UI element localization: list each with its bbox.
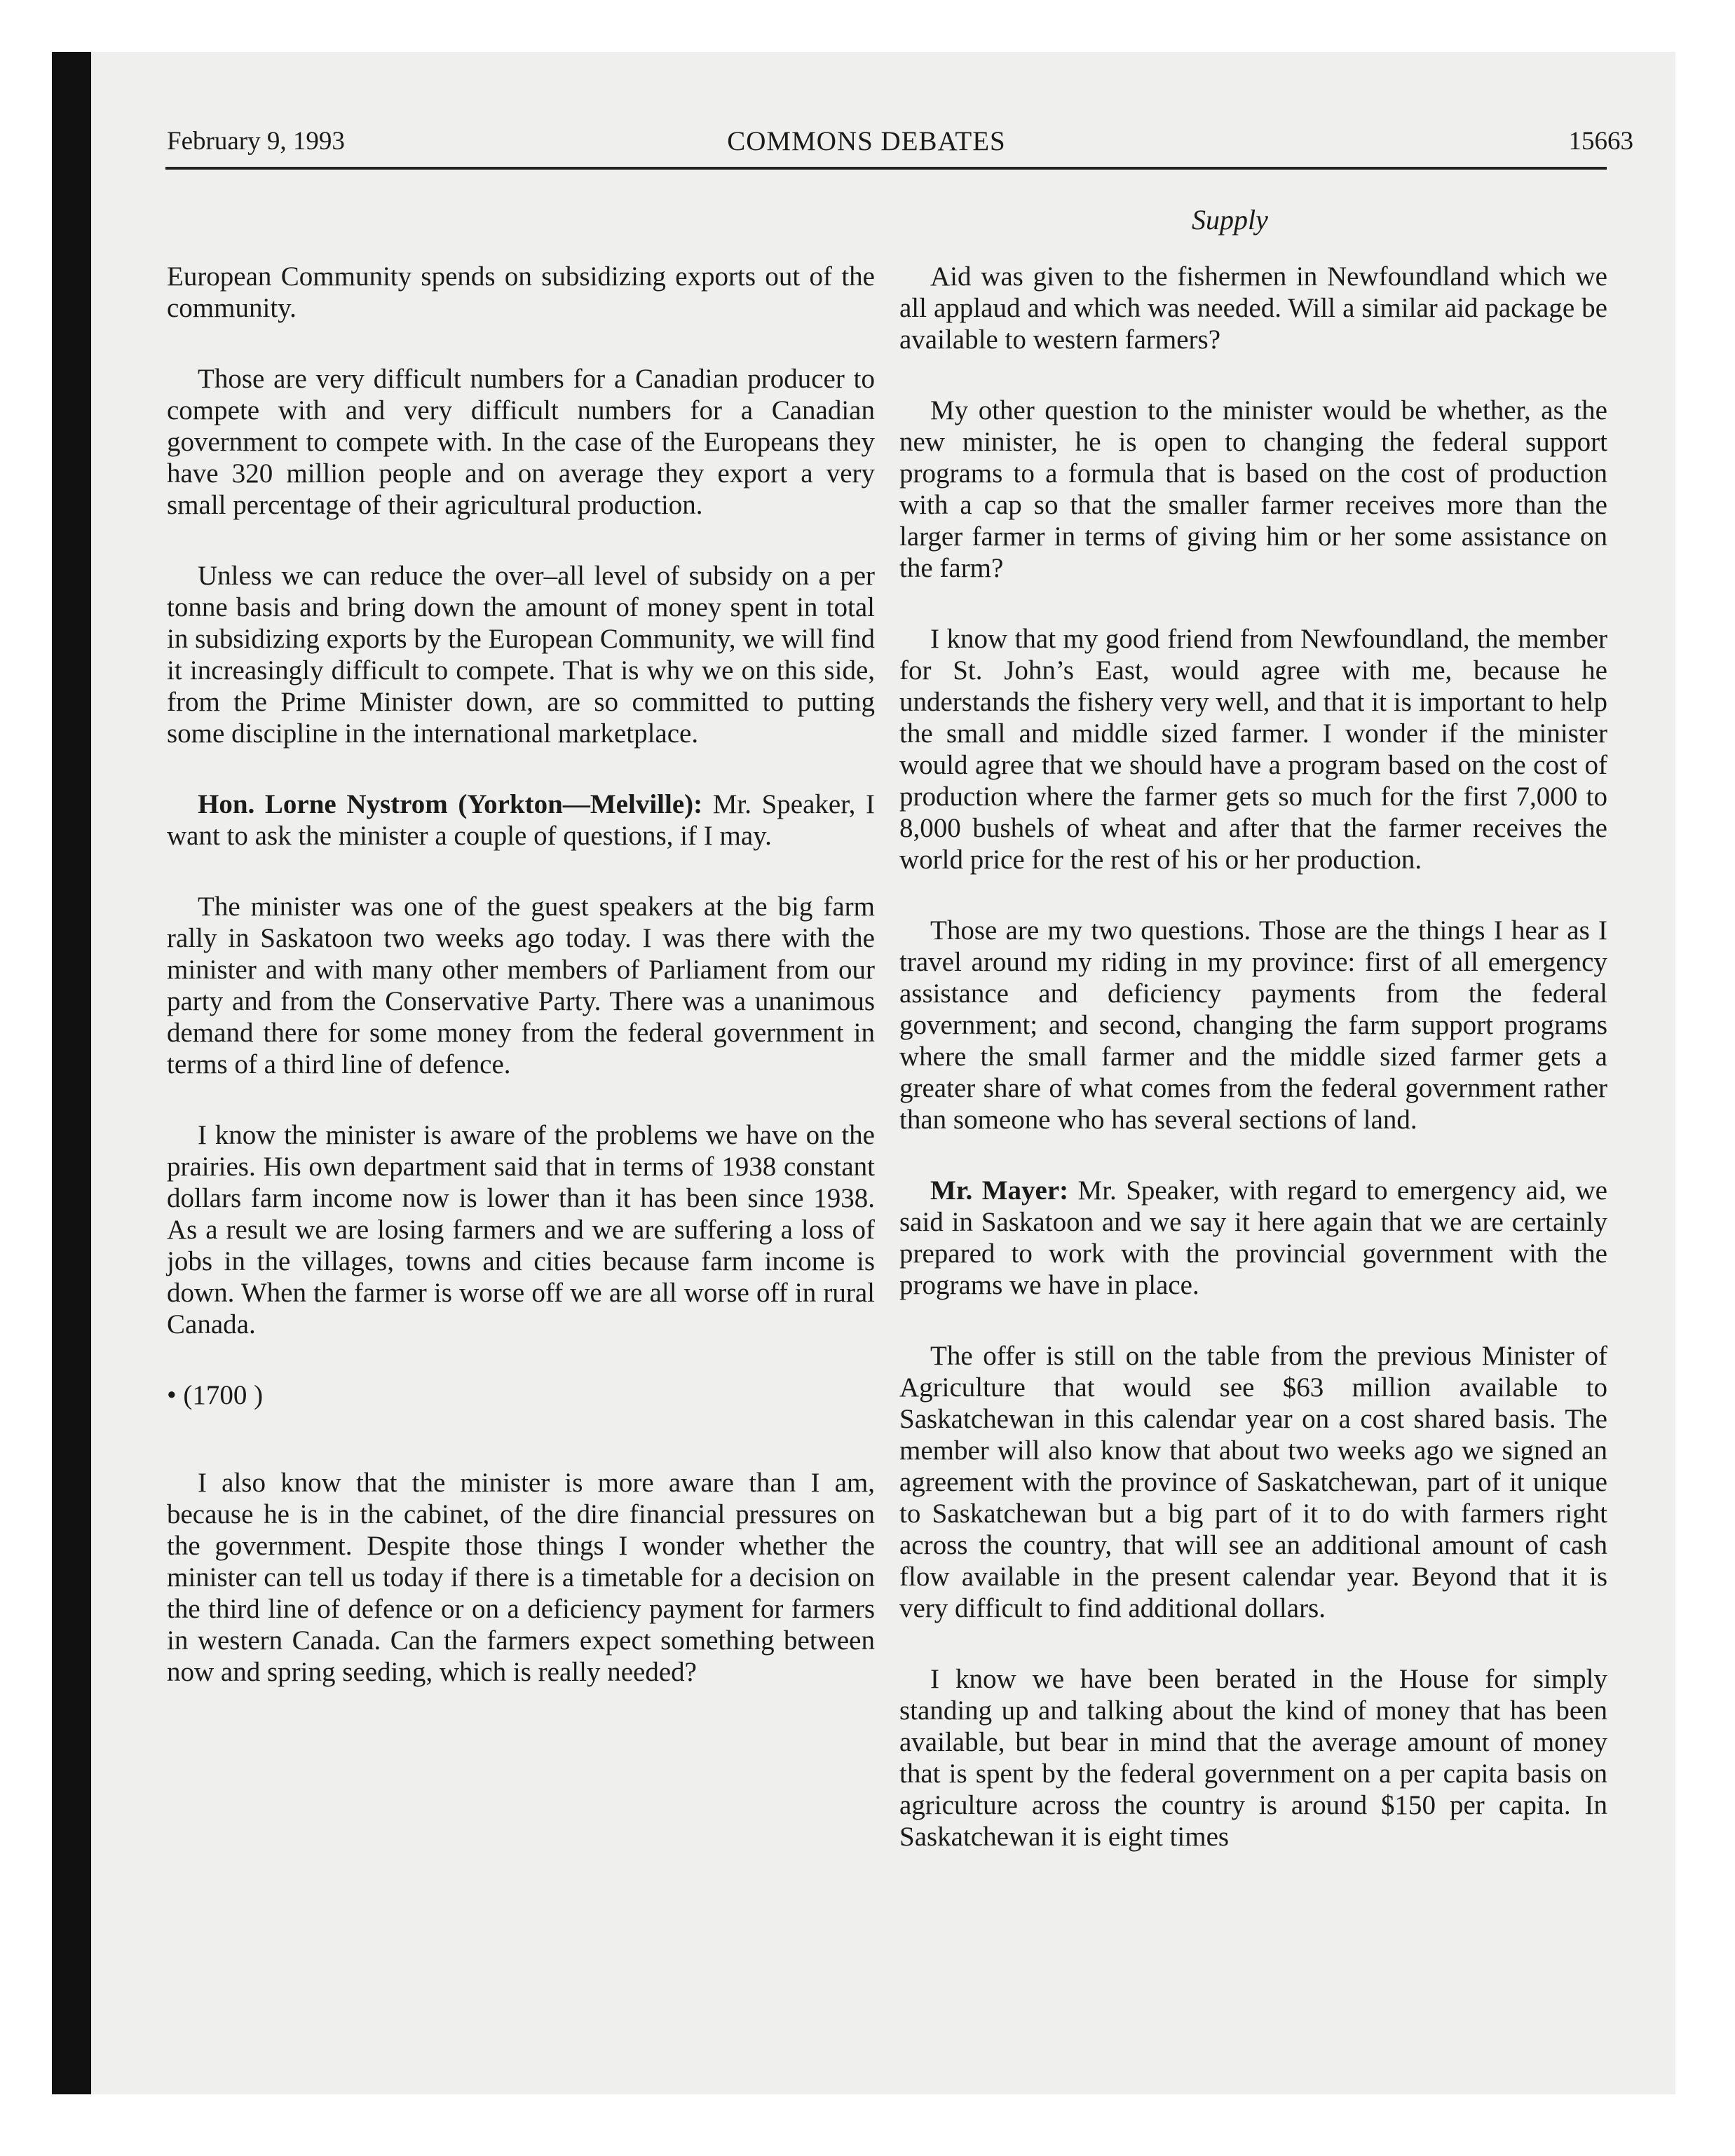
paragraph (167, 789, 875, 852)
speech-text: Mr. Speaker, with regard to emergency aid, we said in Saskatoon and we say it here again that we are certainly prepared to work with the provincial government with the programs we have in place. (899, 1175, 1607, 1300)
left-column (167, 261, 875, 1727)
header-page-number: 15663 (1568, 127, 1633, 156)
paragraph: European Community spends on subsidizing exports out of the community. (167, 261, 875, 323)
section-heading: Supply (1192, 204, 1268, 236)
paragraph: Aid was given to the fishermen in Newfoundland which we all applaud and which was needed. Will a similar aid package be available to western farmers? (899, 261, 1607, 355)
header-rule (165, 167, 1607, 170)
paragraph: I know the minister is aware of the problems we have on the prairies. His own department said that in terms of 1938 constant dollars farm income now is lower than it has been since 1938. As a result we are losing farmers and we are suffering a loss of jobs in the villages, towns and cities because farm income is down. When the farmer is worse off we are all worse off in rural Canada. (167, 1120, 875, 1339)
paragraph: Those are my two questions. Those are the things I hear as I travel around my riding in my province: first of all emergency assistance and deficiency payments from the federal government; and second, changing the farm support programs where the small farmer and the middle sized farmer gets a greater share of what comes from the federal government rather than someone who has several sections of land. (899, 915, 1607, 1135)
binding-edge (52, 52, 91, 2094)
paragraph: Those are very difficult numbers for a Canadian producer to compete with and very difficult numbers for a Canadian government to compete with. In the case of the Europeans they have 320 million people and on average they export a very small percentage of their agricultural production. (167, 364, 875, 520)
speech-text: Mr. Speaker, I want to ask the minister a couple of questions, if I may. (167, 789, 875, 851)
paragraph: The offer is still on the table from the previous Minister of Agriculture that would see $63 million available to Saskatchewan in this calendar year on a cost shared basis. The member will also know that about two weeks ago we signed an agreement with the province of Saskatchewan, part of it unique to Saskatchewan but a big part of it to do with farmers right across the country, that will see an additional amount of cash flow available in the present calendar year. Beyond that it is very difficult to find additional dollars. (899, 1341, 1607, 1623)
paragraph: I know that my good friend from Newfoundland, the member for St. John’s East, would agree with me, because he understands the fishery very well, and that it is important to help the small and middle sized farmer. I wonder if the minister would agree that we should have a program based on the cost of production where the farmer gets so much for the first 7,000 to 8,000 bushels of wheat and after that the farmer receives the world price for the rest of his or her production. (899, 624, 1607, 875)
speaker-name: Hon. Lorne Nystrom (Yorkton—Melville): (198, 789, 703, 819)
speaker-name: Mr. Mayer: (930, 1175, 1069, 1206)
paragraph: I know we have been berated in the House for simply standing up and talking about the kind of money that has been available, but bear in mind that the average amount of money that is spent by the federal government on a per capita basis on agriculture across the country is around $150 per capita. In Saskatchewan it is eight times (899, 1664, 1607, 1852)
right-column (899, 261, 1607, 1892)
time-marker: • (1700 ) (167, 1380, 264, 1410)
paragraph: The minister was one of the guest speakers at the big farm rally in Saskatoon two weeks ago today. I was there with the minister and with many other members of Parliament from our party and from the Conservative Party. There was a unanimous demand there for some money from the federal government in terms of a third line of defence. (167, 892, 875, 1079)
paragraph: Unless we can reduce the over–all level of subsidy on a per tonne basis and bring down the amount of money spent in total in subsidizing exports by the European Community, we will find it increasingly difficult to compete. That is why we on this side, from the Prime Minister down, are so committed to putting some discipline in the international marketplace. (167, 561, 875, 749)
paragraph: I also know that the minister is more aware than I am, because he is in the cabinet, of the dire financial pressures on the government. Despite those things I wonder whether the minister can tell us today if there is a timetable for a decision on the third line of defence or on a deficiency payment for farmers in western Canada. Can the farmers expect something between now and spring seeding, which is really needed? (167, 1468, 875, 1687)
paragraph (899, 1175, 1607, 1301)
paragraph: My other question to the minister would be whether, as the new minister, he is open to changing the federal support programs to a formula that is based on the cost of production with a cap so that the smaller farmer receives more than the larger farmer in terms of giving him or her some assistance on the farm? (899, 395, 1607, 583)
header-date: February 9, 1993 (167, 127, 345, 156)
header-title: COMMONS DEBATES (727, 126, 1006, 156)
